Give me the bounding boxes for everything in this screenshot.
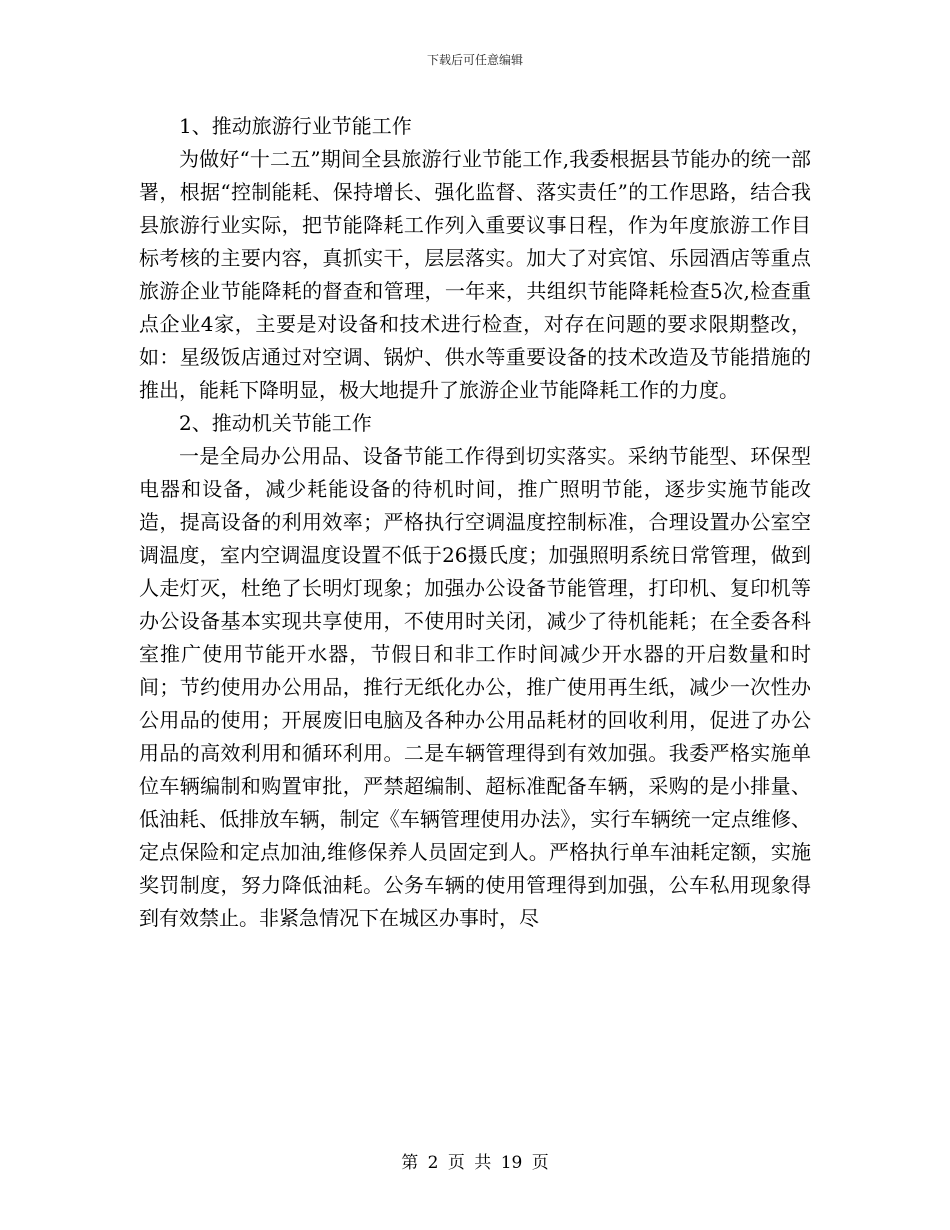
paragraph-office: 一是全局办公用品、设备节能工作得到切实落实。采纳节能型、环保型电器和设备，减少耗能设备的待机时间，推广照明节能，逐步实施节能改造，提高设备的利用效率；严格执行空调温度控制标准，合理设置办公室空调温度，室内空调温度设置不低于26摄氏度；加强照明系统日常管理，做到人走灯灭，杜绝了长明灯现象；加强办公设备节能管理，打印机、复印机等办公设备基本实现共享使用，不使用时关闭，减少了待机能耗；在全委各科室推广使用节能开水器，节假日和非工作时间减少开水器的开启数量和时间；节约使用办公用品，推行无纸化办公，推广使用再生纸，减少一次性办公用品的使用；开展废旧电脑及各种办公用品耗材的回收利用，促进了办公用品的高效利用和循环利用。二是车辆管理得到有效加强。我委严格实施单位车辆编制和购置审批，严禁超编制、超标准配备车辆，采购的是小排量、低油耗、低排放车辆，制定《车辆管理使用办法》，实行车辆统一定点维修、定点保险和定点加油,维修保养人员固定到人。严格执行单车油耗定额，实施奖罚制度，努力降低油耗。公务车辆的使用管理得到加强，公车私用现象得到有效禁止。非紧急情况下在城区办事时，尽 [139,444,811,930]
section-heading-tourism: 1、推动旅游行业节能工作 [179,114,412,138]
page-header-note: 下载后可任意编辑 [426,53,523,67]
page-number-footer: 第 2 页 共 19 页 [401,1153,549,1173]
paragraph-tourism: 为做好“十二五”期间全县旅游行业节能工作,我委根据县节能办的统一部署，根据“控制能耗、保持增长、强化监督、落实责任”的工作思路，结合我县旅游行业实际，把节能降耗工作列入重要议事日程，作为年度旅游工作目标考核的主要内容，真抓实干，层层落实。加大了对宾馆、乐园酒店等重点旅游企业节能降耗的督查和管理，一年来，共组织节能降耗检查5次,检查重点企业4家，主要是对设备和技术进行检查，对存在问题的要求限期整改，如：星级饭店通过对空调、锅炉、供水等重要设备的技术改造及节能措施的推出，能耗下降明显，极大地提升了旅游企业节能降耗工作的力度。 [139,147,811,402]
document-body [139,110,811,935]
section-heading-office: 2、推动机关节能工作 [179,411,372,435]
